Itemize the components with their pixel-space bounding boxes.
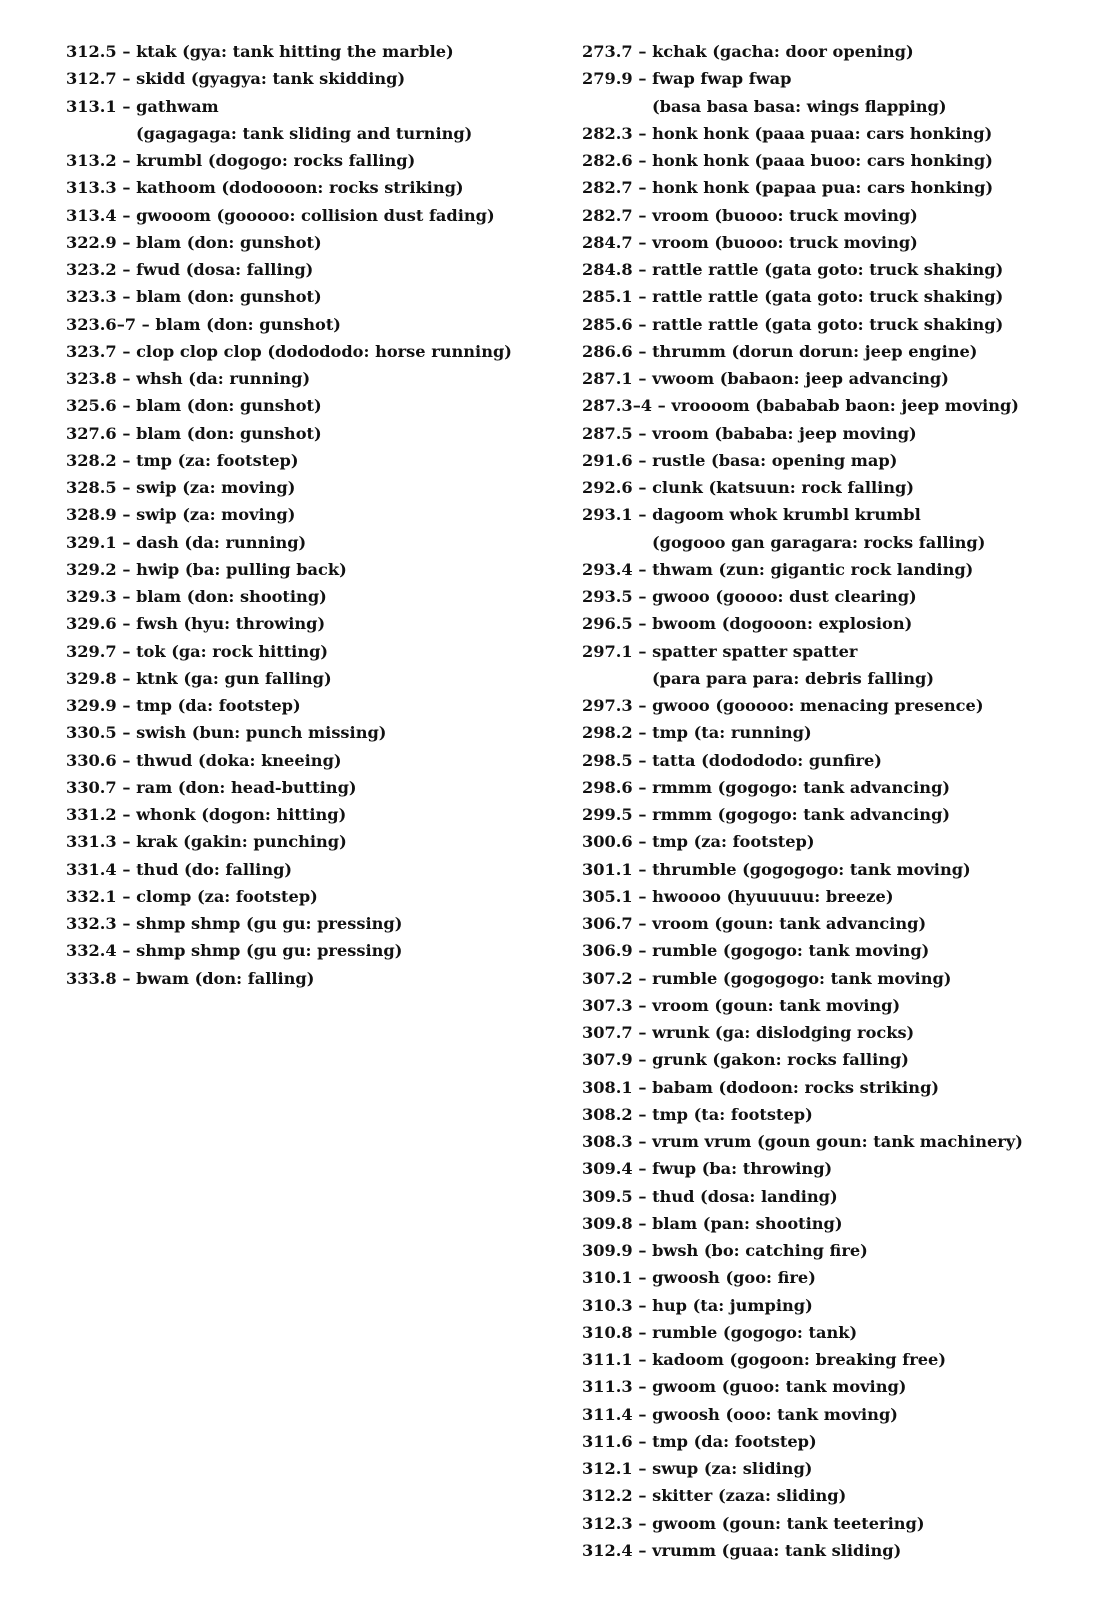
sound-effect-entry: 329.7 – tok (ga: rock hitting) bbox=[66, 641, 329, 661]
sound-effect-entry: 291.6 – rustle (basa: opening map) bbox=[582, 450, 898, 470]
sound-effect-text: vroom (bababa: jeep moving) bbox=[652, 423, 917, 443]
sound-effect-text: rmmm (gogogo: tank advancing) bbox=[652, 777, 951, 797]
sound-effect-continuation: (gagagaga: tank sliding and turning) bbox=[136, 123, 473, 143]
page-reference: 282.6 bbox=[582, 151, 633, 170]
sound-effect-text: gwoosh (goo: fire) bbox=[652, 1268, 816, 1288]
sound-effect-entry: 330.5 – swish (bun: punch missing) bbox=[66, 723, 387, 743]
sound-effect-entry: 300.6 – tmp (za: footstep) bbox=[582, 832, 815, 852]
sound-effect-text: swip (za: moving) bbox=[136, 505, 296, 525]
sound-effect-text: tmp (za: footstep) bbox=[136, 450, 299, 470]
sound-effect-entry: 329.8 – ktnk (ga: gun falling) bbox=[66, 668, 332, 688]
page-reference: 305.1 bbox=[582, 886, 633, 906]
sound-effect-entry: 293.4 – thwam (zun: gigantic rock landing) bbox=[582, 559, 974, 579]
page-reference: 306.9 bbox=[582, 941, 633, 961]
sound-effect-text: hwoooo (hyuuuuu: breeze) bbox=[652, 886, 894, 906]
page-reference: 298.6 bbox=[582, 777, 633, 797]
sound-effect-text: vroom (buooo: truck moving) bbox=[652, 205, 918, 225]
sound-effect-entry: 328.9 – swip (za: moving) bbox=[66, 505, 296, 525]
page-reference: 291.6 bbox=[582, 450, 633, 470]
sound-effect-entry: 307.7 – wrunk (ga: dislodging rocks) bbox=[582, 1023, 915, 1042]
page-reference: 308.2 bbox=[582, 1104, 633, 1124]
page-reference: 299.5 bbox=[582, 805, 633, 824]
sound-effect-text: kadoom (gogoon: breaking free) bbox=[652, 1350, 946, 1369]
sound-effect-text: honk honk (paaa buoo: cars honking) bbox=[652, 151, 993, 170]
sound-effect-entry: 306.7 – vroom (goun: tank advancing) bbox=[582, 914, 927, 933]
page-reference: 308.1 bbox=[582, 1077, 633, 1097]
page-reference: 307.9 bbox=[582, 1050, 633, 1070]
page-reference: 311.6 bbox=[582, 1431, 633, 1451]
sound-effect-text: honk honk (paaa puaa: cars honking) bbox=[652, 123, 993, 143]
sound-effect-text: tmp (da: footstep) bbox=[652, 1431, 817, 1451]
sound-effect-text: vroooom (bababab baon: jeep moving) bbox=[671, 396, 1019, 416]
sound-effect-text: fwsh (hyu: throwing) bbox=[136, 614, 326, 634]
sound-effect-entry: 323.6–7 – blam (don: gunshot) bbox=[66, 314, 341, 334]
sound-effect-text: fwud (dosa: falling) bbox=[136, 260, 314, 279]
sound-effect-entry: 311.4 – gwoosh (ooo: tank moving) bbox=[582, 1404, 898, 1424]
sound-effect-continuation: (basa basa basa: wings flapping) bbox=[652, 96, 947, 116]
sound-effect-text: krumbl (dogogo: rocks falling) bbox=[136, 151, 416, 170]
page-reference: 328.2 bbox=[66, 450, 117, 470]
sound-effect-text: honk honk (papaa pua: cars honking) bbox=[652, 178, 994, 198]
sound-effect-text: rumble (gogogo: tank moving) bbox=[652, 941, 930, 961]
sound-effect-entry: 323.3 – blam (don: gunshot) bbox=[66, 287, 322, 307]
sound-effect-text: blam (pan: shooting) bbox=[652, 1213, 843, 1233]
sound-effect-text: vrumm (guaa: tank sliding) bbox=[652, 1540, 902, 1560]
sound-effect-text: blam (don: gunshot) bbox=[136, 232, 322, 252]
sound-effect-text: rmmm (gogogo: tank advancing) bbox=[652, 805, 951, 824]
page-reference: 287.5 bbox=[582, 423, 633, 443]
sound-effect-entry: 309.4 – fwup (ba: throwing) bbox=[582, 1159, 833, 1179]
sound-effect-entry: 312.3 – gwoom (goun: tank teetering) bbox=[582, 1513, 925, 1533]
page-reference: 309.5 bbox=[582, 1186, 633, 1206]
page-reference: 311.1 bbox=[582, 1350, 633, 1369]
page-reference: 284.8 bbox=[582, 260, 633, 279]
sound-effect-entry: 310.1 – gwoosh (goo: fire) bbox=[582, 1268, 816, 1288]
sound-effect-text: rattle rattle (gata goto: truck shaking) bbox=[652, 260, 1004, 279]
page-reference: 273.7 bbox=[582, 42, 633, 61]
sound-effect-entry: 292.6 – clunk (katsuun: rock falling) bbox=[582, 478, 915, 497]
page-reference: 332.3 bbox=[66, 914, 117, 933]
page-reference: 298.5 bbox=[582, 750, 633, 770]
page-reference: 331.4 bbox=[66, 859, 117, 879]
sound-effect-text: rumble (gogogo: tank) bbox=[652, 1322, 858, 1342]
sound-effect-entry: 309.5 – thud (dosa: landing) bbox=[582, 1186, 838, 1206]
sound-effect-entry: 328.2 – tmp (za: footstep) bbox=[66, 450, 299, 470]
sound-effect-text: babam (dodoon: rocks striking) bbox=[652, 1077, 940, 1097]
page-reference: 330.6 bbox=[66, 750, 117, 770]
sound-effect-text: swish (bun: punch missing) bbox=[136, 723, 387, 743]
sound-effect-text: rumble (gogogogo: tank moving) bbox=[652, 968, 952, 988]
sound-effect-entry: 331.4 – thud (do: falling) bbox=[66, 859, 293, 879]
page-reference: 328.5 bbox=[66, 478, 117, 497]
page-reference: 325.6 bbox=[66, 396, 117, 416]
sound-effect-continuation: (para para para: debris falling) bbox=[652, 668, 935, 688]
sound-effect-entry: 322.9 – blam (don: gunshot) bbox=[66, 232, 322, 252]
sound-effect-text: tmp (ta: running) bbox=[652, 723, 812, 743]
sound-effect-text: gwooo (goooo: dust clearing) bbox=[652, 587, 917, 606]
sound-effect-entry: 285.1 – rattle rattle (gata goto: truck shaking) bbox=[582, 287, 1004, 307]
page-reference: 300.6 bbox=[582, 832, 633, 852]
sound-effect-entry: 311.1 – kadoom (gogoon: breaking free) bbox=[582, 1350, 946, 1369]
sound-effect-entry: 308.2 – tmp (ta: footstep) bbox=[582, 1104, 813, 1124]
page-reference: 329.7 bbox=[66, 641, 117, 661]
sound-effect-text: fwup (ba: throwing) bbox=[652, 1159, 833, 1179]
page-reference: 323.6–7 bbox=[66, 314, 137, 334]
sound-effect-entry: 307.3 – vroom (goun: tank moving) bbox=[582, 995, 901, 1015]
sound-effect-text: ram (don: head-butting) bbox=[136, 777, 357, 797]
sound-effect-entry: 273.7 – kchak (gacha: door opening) bbox=[582, 42, 914, 61]
page-reference: 331.3 bbox=[66, 832, 117, 852]
sound-effect-text: tatta (dodododo: gunfire) bbox=[652, 750, 882, 770]
page-reference: 310.3 bbox=[582, 1295, 633, 1315]
sound-effect-continuation: (gogooo gan garagara: rocks falling) bbox=[652, 532, 986, 552]
sound-effect-text: tmp (za: footstep) bbox=[652, 832, 815, 852]
page-reference: 330.7 bbox=[66, 777, 117, 797]
page-reference: 279.9 bbox=[582, 69, 633, 89]
sound-effect-entry: 307.9 – grunk (gakon: rocks falling) bbox=[582, 1050, 909, 1070]
sound-effect-entry: 310.3 – hup (ta: jumping) bbox=[582, 1295, 813, 1315]
page-reference: 306.7 bbox=[582, 914, 633, 933]
sound-effect-entry: 297.1 – spatter spatter spatter (para para para: debris falling) bbox=[582, 638, 1082, 693]
sound-effect-entry: 330.6 – thwud (doka: kneeing) bbox=[66, 750, 342, 770]
sound-effect-entry: 282.3 – honk honk (paaa puaa: cars honking) bbox=[582, 123, 993, 143]
sound-effect-entry: 284.8 – rattle rattle (gata goto: truck shaking) bbox=[582, 260, 1004, 279]
sound-effect-entry: 301.1 – thrumble (gogogogo: tank moving) bbox=[582, 859, 971, 879]
page-reference: 329.2 bbox=[66, 559, 117, 579]
sound-effect-text: shmp shmp (gu gu: pressing) bbox=[136, 941, 403, 961]
page-reference: 313.3 bbox=[66, 178, 117, 198]
sound-effect-text: blam (don: gunshot) bbox=[136, 423, 322, 443]
page-reference: 296.5 bbox=[582, 614, 633, 634]
sound-effect-entry: 282.6 – honk honk (paaa buoo: cars honking) bbox=[582, 151, 993, 170]
sound-effect-entry: 311.3 – gwoom (guoo: tank moving) bbox=[582, 1377, 907, 1397]
page-reference: 308.3 bbox=[582, 1132, 633, 1151]
sound-effect-entry: 287.5 – vroom (bababa: jeep moving) bbox=[582, 423, 917, 443]
page-reference: 312.2 bbox=[582, 1486, 633, 1506]
sound-effect-entry: 329.3 – blam (don: shooting) bbox=[66, 587, 327, 606]
page-reference: 333.8 bbox=[66, 968, 117, 988]
sound-effect-text: rattle rattle (gata goto: truck shaking) bbox=[652, 314, 1004, 334]
sound-effect-text: gathwam bbox=[136, 96, 219, 116]
page-reference: 312.5 bbox=[66, 42, 117, 61]
page-reference: 310.1 bbox=[582, 1268, 633, 1288]
page-reference: 329.8 bbox=[66, 668, 117, 688]
sound-effect-entry: 312.2 – skitter (zaza: sliding) bbox=[582, 1486, 847, 1506]
page-reference: 293.4 bbox=[582, 559, 633, 579]
sound-effect-text: whsh (da: running) bbox=[136, 369, 311, 388]
sound-effect-entry: 312.7 – skidd (gyagya: tank skidding) bbox=[66, 69, 406, 89]
sound-effect-entry: 313.3 – kathoom (dodoooon: rocks striking) bbox=[66, 178, 464, 198]
sound-effect-text: thud (dosa: landing) bbox=[652, 1186, 838, 1206]
sound-effect-entry: 293.5 – gwooo (goooo: dust clearing) bbox=[582, 587, 917, 606]
sound-effect-entry: 312.4 – vrumm (guaa: tank sliding) bbox=[582, 1540, 902, 1560]
sound-effect-entry: 327.6 – blam (don: gunshot) bbox=[66, 423, 322, 443]
sound-effect-entry: 323.7 – clop clop clop (dodododo: horse running) bbox=[66, 341, 512, 361]
sound-effect-entry: 313.1 – gathwam (gagagaga: tank sliding and turning) bbox=[66, 93, 536, 148]
sound-effect-text: thwud (doka: kneeing) bbox=[136, 750, 342, 770]
sound-effect-entry: 310.8 – rumble (gogogo: tank) bbox=[582, 1322, 858, 1342]
sound-effect-text: vroom (goun: tank advancing) bbox=[652, 914, 927, 933]
sound-effect-entry: 311.6 – tmp (da: footstep) bbox=[582, 1431, 817, 1451]
page-reference: 287.3–4 bbox=[582, 396, 653, 416]
sound-effect-entry: 329.9 – tmp (da: footstep) bbox=[66, 696, 301, 715]
page-reference: 313.4 bbox=[66, 205, 117, 225]
page-reference: 284.7 bbox=[582, 232, 633, 252]
sound-effect-entry: 307.2 – rumble (gogogogo: tank moving) bbox=[582, 968, 952, 988]
page-reference: 282.7 bbox=[582, 205, 633, 225]
sound-effect-text: vroom (goun: tank moving) bbox=[652, 995, 901, 1015]
page-reference: 285.6 bbox=[582, 314, 633, 334]
page-reference: 323.3 bbox=[66, 287, 117, 307]
sound-effect-text: whonk (dogon: hitting) bbox=[136, 805, 347, 824]
sound-effect-text: blam (don: gunshot) bbox=[136, 287, 322, 307]
sound-effect-text: tok (ga: rock hitting) bbox=[136, 641, 329, 661]
page-reference: 307.2 bbox=[582, 968, 633, 988]
page-reference: 286.6 bbox=[582, 341, 633, 361]
page-reference: 332.4 bbox=[66, 941, 117, 961]
page-reference: 282.3 bbox=[582, 123, 633, 143]
sound-effect-entry: 285.6 – rattle rattle (gata goto: truck shaking) bbox=[582, 314, 1004, 334]
page-reference: 311.4 bbox=[582, 1404, 633, 1424]
page-reference: 313.1 bbox=[66, 96, 117, 116]
sound-effect-entry: 323.2 – fwud (dosa: falling) bbox=[66, 260, 314, 279]
sound-effect-entry: 331.2 – whonk (dogon: hitting) bbox=[66, 805, 347, 824]
page-reference: 309.9 bbox=[582, 1241, 633, 1260]
page-reference: 312.3 bbox=[582, 1513, 633, 1533]
sound-effect-entry: 298.5 – tatta (dodododo: gunfire) bbox=[582, 750, 882, 770]
page-reference: 287.1 bbox=[582, 369, 633, 388]
page-reference: 329.1 bbox=[66, 532, 117, 552]
sound-effect-text: skidd (gyagya: tank skidding) bbox=[136, 69, 406, 89]
sound-effect-text: clunk (katsuun: rock falling) bbox=[652, 478, 915, 497]
sound-effect-text: swup (za: sliding) bbox=[652, 1459, 813, 1478]
sound-effect-entry: 308.3 – vrum vrum (goun goun: tank machinery) bbox=[582, 1132, 1023, 1151]
sound-effect-text: kathoom (dodoooon: rocks striking) bbox=[136, 178, 464, 198]
sound-effect-entry: 312.5 – ktak (gya: tank hitting the marble) bbox=[66, 42, 454, 61]
sound-effect-entry: 297.3 – gwooo (gooooo: menacing presence) bbox=[582, 696, 984, 715]
sound-effect-text: ktnk (ga: gun falling) bbox=[136, 668, 332, 688]
sound-effect-text: thrumm (dorun dorun: jeep engine) bbox=[652, 341, 978, 361]
sound-effect-text: kchak (gacha: door opening) bbox=[652, 42, 914, 61]
sound-effect-text: wrunk (ga: dislodging rocks) bbox=[652, 1023, 915, 1042]
sound-effect-entry: 333.8 – bwam (don: falling) bbox=[66, 968, 315, 988]
sound-effect-text: bwsh (bo: catching fire) bbox=[652, 1241, 868, 1260]
page-reference: 322.9 bbox=[66, 232, 117, 252]
sound-effect-entry: 305.1 – hwoooo (hyuuuuu: breeze) bbox=[582, 886, 894, 906]
page-reference: 301.1 bbox=[582, 859, 633, 879]
sound-effect-entry: 287.3–4 – vroooom (bababab baon: jeep moving) bbox=[582, 396, 1019, 416]
sound-effect-entry: 299.5 – rmmm (gogogo: tank advancing) bbox=[582, 805, 951, 824]
page-reference: 328.9 bbox=[66, 505, 117, 525]
page-reference: 329.6 bbox=[66, 614, 117, 634]
sound-effect-text: clop clop clop (dodododo: horse running) bbox=[136, 341, 512, 361]
sound-effect-text: gwooo (gooooo: menacing presence) bbox=[652, 696, 984, 715]
sound-effect-text: tmp (da: footstep) bbox=[136, 696, 301, 715]
page-reference: 327.6 bbox=[66, 423, 117, 443]
sound-effect-entry: 328.5 – swip (za: moving) bbox=[66, 478, 296, 497]
sound-effect-text: bwam (don: falling) bbox=[136, 968, 315, 988]
sound-effect-text: skitter (zaza: sliding) bbox=[652, 1486, 847, 1506]
sound-effect-text: thwam (zun: gigantic rock landing) bbox=[652, 559, 974, 579]
sound-effect-text: thud (do: falling) bbox=[136, 859, 293, 879]
sound-effect-entry: 313.4 – gwooom (gooooo: collision dust fading) bbox=[66, 205, 495, 225]
sound-effect-text: blam (don: shooting) bbox=[136, 587, 327, 606]
sound-effect-text: hup (ta: jumping) bbox=[652, 1295, 813, 1315]
sound-effect-entry: 308.1 – babam (dodoon: rocks striking) bbox=[582, 1077, 940, 1097]
page-reference: 312.4 bbox=[582, 1540, 633, 1560]
page-reference: 307.3 bbox=[582, 995, 633, 1015]
sound-effect-text: thrumble (gogogogo: tank moving) bbox=[652, 859, 971, 879]
sound-effect-entry: 312.1 – swup (za: sliding) bbox=[582, 1459, 813, 1478]
sound-effect-entry: 309.8 – blam (pan: shooting) bbox=[582, 1213, 843, 1233]
sound-effect-entry: 332.3 – shmp shmp (gu gu: pressing) bbox=[66, 914, 403, 933]
sound-effect-entry: 282.7 – honk honk (papaa pua: cars honking) bbox=[582, 178, 994, 198]
page-reference: 330.5 bbox=[66, 723, 117, 743]
sound-effect-text: dash (da: running) bbox=[136, 532, 307, 552]
sound-effect-text: clomp (za: footstep) bbox=[136, 886, 318, 906]
sound-effect-text: bwoom (dogooon: explosion) bbox=[652, 614, 913, 634]
sound-effect-entry: 331.3 – krak (gakin: punching) bbox=[66, 832, 347, 852]
page-reference: 311.3 bbox=[582, 1377, 633, 1397]
sound-effect-text: gwoom (guoo: tank moving) bbox=[652, 1377, 907, 1397]
sound-effect-entry: 323.8 – whsh (da: running) bbox=[66, 369, 311, 388]
sound-effect-entry: 279.9 – fwap fwap fwap (basa basa basa: wings flapping) bbox=[582, 65, 1082, 120]
sound-effect-text: grunk (gakon: rocks falling) bbox=[652, 1050, 909, 1070]
page-reference: 293.1 bbox=[582, 505, 633, 525]
sound-effect-text: ktak (gya: tank hitting the marble) bbox=[136, 42, 454, 61]
page-reference: 292.6 bbox=[582, 478, 633, 497]
page-reference: 312.1 bbox=[582, 1459, 633, 1478]
page-reference: 323.7 bbox=[66, 341, 117, 361]
page-reference: 293.5 bbox=[582, 587, 633, 606]
sound-effect-text: gwooom (gooooo: collision dust fading) bbox=[136, 205, 495, 225]
page-reference: 329.3 bbox=[66, 587, 117, 606]
sound-effect-entry: 329.1 – dash (da: running) bbox=[66, 532, 307, 552]
sound-effect-text: blam (don: gunshot) bbox=[155, 314, 341, 334]
sound-effect-entry: 309.9 – bwsh (bo: catching fire) bbox=[582, 1241, 868, 1260]
sound-effect-text: swip (za: moving) bbox=[136, 478, 296, 497]
sound-effect-entry: 296.5 – bwoom (dogooon: explosion) bbox=[582, 614, 913, 634]
sound-effect-entry: 325.6 – blam (don: gunshot) bbox=[66, 396, 322, 416]
page-reference: 298.2 bbox=[582, 723, 633, 743]
page-reference: 313.2 bbox=[66, 151, 117, 170]
sound-effect-text: rattle rattle (gata goto: truck shaking) bbox=[652, 287, 1004, 307]
sound-effect-entry: 313.2 – krumbl (dogogo: rocks falling) bbox=[66, 151, 416, 170]
left-column bbox=[66, 38, 536, 992]
sound-effect-text: fwap fwap fwap bbox=[652, 69, 792, 89]
sound-effect-entry: 298.2 – tmp (ta: running) bbox=[582, 723, 812, 743]
page-reference: 282.7 bbox=[582, 178, 633, 198]
sound-effect-entry: 329.6 – fwsh (hyu: throwing) bbox=[66, 614, 326, 634]
page-reference: 309.8 bbox=[582, 1213, 633, 1233]
page-reference: 297.1 bbox=[582, 641, 633, 661]
sound-effect-text: hwip (ba: pulling back) bbox=[136, 559, 347, 579]
page-reference: 323.2 bbox=[66, 260, 117, 279]
page-reference: 297.3 bbox=[582, 696, 633, 715]
page-reference: 329.9 bbox=[66, 696, 117, 715]
page-reference: 285.1 bbox=[582, 287, 633, 307]
sound-effect-entry: 332.1 – clomp (za: footstep) bbox=[66, 886, 318, 906]
sound-effect-text: vroom (buooo: truck moving) bbox=[652, 232, 918, 252]
sound-effect-text: vrum vrum (goun goun: tank machinery) bbox=[652, 1132, 1023, 1151]
sound-effect-entry: 329.2 – hwip (ba: pulling back) bbox=[66, 559, 347, 579]
sound-effect-text: krak (gakin: punching) bbox=[136, 832, 347, 852]
sound-effect-text: gwoosh (ooo: tank moving) bbox=[652, 1404, 898, 1424]
sound-effect-text: tmp (ta: footstep) bbox=[652, 1104, 813, 1124]
page-reference: 332.1 bbox=[66, 886, 117, 906]
sound-effect-text: blam (don: gunshot) bbox=[136, 396, 322, 416]
page-reference: 312.7 bbox=[66, 69, 117, 89]
page-reference: 310.8 bbox=[582, 1322, 633, 1342]
page-reference: 331.2 bbox=[66, 805, 117, 824]
sound-effect-entry: 332.4 – shmp shmp (gu gu: pressing) bbox=[66, 941, 403, 961]
right-column bbox=[582, 38, 1082, 1564]
sound-effect-entry: 330.7 – ram (don: head-butting) bbox=[66, 777, 357, 797]
sound-effect-entry: 293.1 – dagoom whok krumbl krumbl (gogooo gan garagara: rocks falling) bbox=[582, 501, 1082, 556]
sound-effect-text: spatter spatter spatter bbox=[652, 641, 858, 661]
page-reference: 309.4 bbox=[582, 1159, 633, 1179]
sound-effect-entry: 298.6 – rmmm (gogogo: tank advancing) bbox=[582, 777, 951, 797]
page-reference: 323.8 bbox=[66, 369, 117, 388]
sound-effect-text: gwoom (goun: tank teetering) bbox=[652, 1513, 925, 1533]
sound-effect-text: shmp shmp (gu gu: pressing) bbox=[136, 914, 403, 933]
sound-effect-text: rustle (basa: opening map) bbox=[652, 450, 898, 470]
sound-effect-entry: 306.9 – rumble (gogogo: tank moving) bbox=[582, 941, 930, 961]
sound-effect-text: vwoom (babaon: jeep advancing) bbox=[652, 369, 949, 388]
sound-effect-entry: 286.6 – thrumm (dorun dorun: jeep engine) bbox=[582, 341, 978, 361]
sound-effect-text: dagoom whok krumbl krumbl bbox=[652, 505, 921, 525]
sound-effect-entry: 282.7 – vroom (buooo: truck moving) bbox=[582, 205, 918, 225]
page-reference: 307.7 bbox=[582, 1023, 633, 1042]
sound-effect-entry: 287.1 – vwoom (babaon: jeep advancing) bbox=[582, 369, 949, 388]
sound-effect-entry: 284.7 – vroom (buooo: truck moving) bbox=[582, 232, 918, 252]
